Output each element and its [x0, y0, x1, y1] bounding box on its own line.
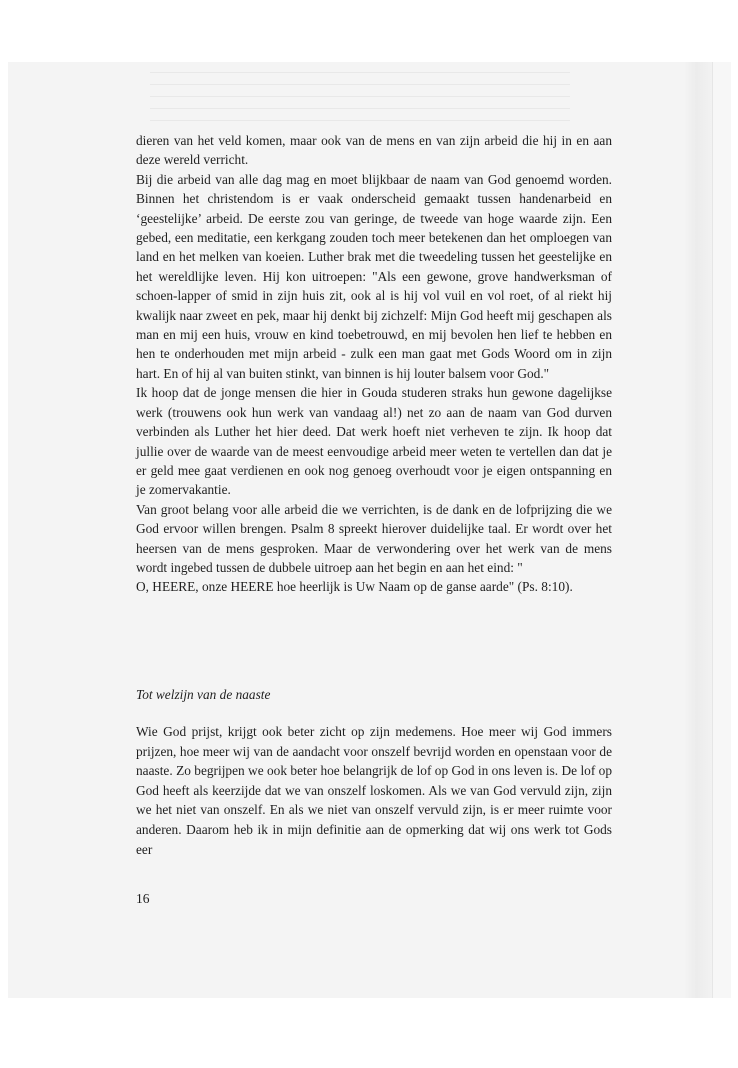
- paragraph-1: dieren van het veld komen, maar ook van de mens en van zijn arbeid die hij in en aan deze wereld verricht.: [136, 133, 612, 168]
- body-text: [136, 131, 612, 597]
- show-through-text: [150, 72, 570, 132]
- page-gutter-shadow: [684, 62, 712, 998]
- section-paragraph: Wie God prijst, krijgt ook beter zicht op zijn medemens. Hoe meer wij God immers prijzen, hoe meer wij van de aandacht voor onszelf bevrijd worden en openstaan voor de naaste. Zo begrijpen we ook beter hoe belangrijk de lof op God in ons leven is. De lof op God heeft als keerzijde dat we van onszelf loskomen. Als we van God vervuld zijn, zijn we het niet van onszelf. En als we niet van onszelf vervuld zijn, is er meer ruimte voor anderen. Daarom heb ik in mijn definitie aan de opmerking dat wij ons werk tot Gods eer: [136, 724, 612, 857]
- section-heading: Tot welzijn van de naaste: [136, 687, 271, 702]
- section-body: [136, 722, 612, 859]
- paragraph-2: Bij die arbeid van alle dag mag en moet blijkbaar de naam van God genoemd worden. Binnen het christendom is er vaak onderscheid gemaakt tussen handenarbeid en ‘geestelijke’ arbeid. De eerste zou van geringe, de tweede van hoge waarde zijn. Een gebed, een meditatie, een kerkgang zouden toch meer betekenen dan het omploegen van land en het melken van koeien. Luther brak met die tweedeling tussen het geestelijke en het wereldlijke leven. Hij kon uitroepen: "Als een gewone, grove handwerksman of schoen-lapper of smid in zijn huis zit, ook al is hij vol vuil en vol roet, of al riekt hij kwalijk naar zweet en pek, maar hij denkt bij zichzelf: Mijn God heeft mij geschapen als man en mij een huis, vrouw en kind toebetrouwd, en mij bevolen hen lief te hebben en hen te onderhouden met mijn arbeid - zulk een man gaat met Gods Woord om in zijn hart. En of hij al van buiten stinkt, van binnen is hij louter balsem voor God.": [136, 171, 612, 381]
- page-edge: [712, 62, 731, 998]
- paragraph-4: Van groot belang voor alle arbeid die we verrichten, is de dank en de lofprijzing die we God ervoor willen brengen. Psalm 8 spreekt hierover duidelijke taal. Er wordt over het heersen van de mens gesproken. Maar de verwondering over het werk van de mens wordt ingebed tussen de dubbele uitroep aan het begin en aan het eind: ": [136, 501, 612, 575]
- paragraph-3: Ik hoop dat de jonge mensen die hier in Gouda studeren straks hun gewone dagelijkse werk (trouwens ook hun werk van vandaag al!) net zo aan de naam van God durven verbinden als Luther het hier deed. Dat werk hoeft niet verheven te zijn. Ik hoop dat jullie over de waarde van de meest eenvoudige arbeid meer weten te vertellen dan dat je er geld mee gaat verdienen en ook nog genoeg overhoudt voor je eigen ontspanning en je zomervakantie.: [136, 385, 612, 498]
- paragraph-5: O, HEERE, onze HEERE hoe heerlijk is Uw Naam op de ganse aarde" (Ps. 8:10).: [136, 579, 573, 595]
- page-number: 16: [136, 891, 150, 906]
